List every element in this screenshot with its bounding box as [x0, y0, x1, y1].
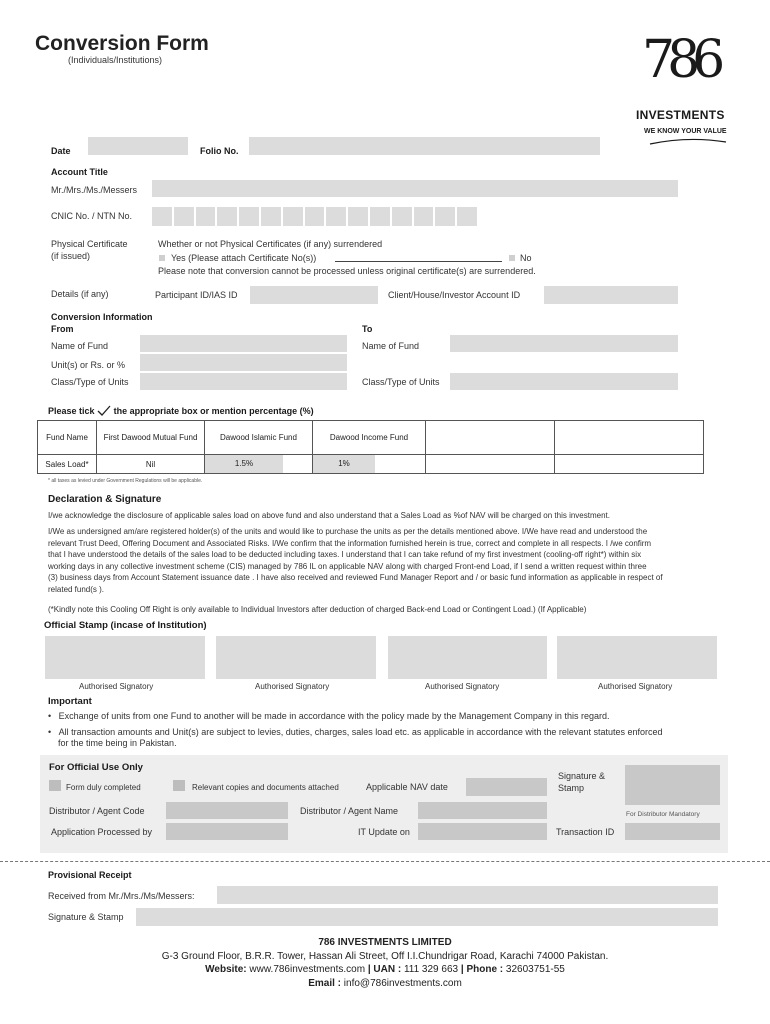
uan-label: UAN :: [373, 964, 402, 975]
cooling-off-note: (*Kindly note this Cooling Off Right is only available to Individual Investors after deduction of charged Back-end Load or Contingent Load.) (If Applicable): [48, 605, 587, 614]
company-logo: [636, 28, 736, 148]
physical-cert-sublabel: (if issued): [51, 251, 91, 261]
logo-tagline: WE KNOW YOUR VALUE: [644, 128, 727, 135]
received-from-field[interactable]: [217, 886, 718, 904]
cert-no-text: No: [520, 253, 532, 263]
logo-number: 786: [642, 30, 718, 90]
fund-cell-dawood-income[interactable]: Dawood Income Fund: [313, 421, 426, 455]
physical-cert-label: Physical Certificate: [51, 239, 128, 249]
declaration-line: related fund(s ).: [48, 584, 105, 594]
footer-email: [0, 977, 770, 991]
client-account-field[interactable]: [544, 286, 678, 304]
to-fund-name-label: Name of Fund: [362, 341, 420, 351]
declaration-line: working days in any collective investment scheme (CIS) managed by 786 IL on applicable NAV along with charged Front-end Load, if I send a written request within three: [48, 561, 647, 571]
official-use-heading: For Official Use Only: [49, 762, 143, 773]
footer: [0, 936, 770, 990]
sales-load-dawood-income: [313, 455, 426, 474]
table-row: [38, 455, 704, 474]
bullet-2-text: All transaction amounts and Unit(s) are subject to levies, duties, charges, sales load etc. as applicable in accordance with the relevant statutes enforced: [58, 727, 663, 737]
distributor-code-field[interactable]: [166, 802, 288, 819]
cnic-digit-box[interactable]: [348, 207, 368, 226]
fund-cell-dawood-islamic[interactable]: Dawood Islamic Fund: [205, 421, 313, 455]
footer-contact: Website: www.786investments.com | UAN : 111 329 663 | Phone : 32603751-55: [205, 964, 565, 975]
form-completed-label: Form duly completed: [66, 783, 141, 792]
cnic-digit-box[interactable]: [392, 207, 412, 226]
receipt-signature-field[interactable]: [136, 908, 718, 926]
from-class-label: Class/Type of Units: [51, 377, 129, 387]
from-fund-name-field[interactable]: [140, 335, 347, 352]
distributor-code-label: Distributor / Agent Code: [49, 806, 145, 816]
declaration-heading: Declaration & Signature: [48, 494, 162, 505]
cert-yes-checkbox[interactable]: [159, 255, 165, 261]
form-completed-checkbox[interactable]: [49, 780, 61, 791]
sales-load-blank-1[interactable]: [426, 455, 555, 474]
cert-note: Please note that conversion cannot be processed unless original certificate(s) are surrendered.: [158, 266, 536, 276]
important-bullet-1: • Exchange of units from one Fund to another will be made in accordance with the policy made by the Management Company in this regard.: [48, 711, 610, 721]
copies-attached-checkbox[interactable]: [173, 780, 185, 791]
declaration-line: relevant Trust Deed, Offering Document and Associated Risks. I/We confirm that the information furnished herein is true, correct and complete in all respects. I /we confirm: [48, 538, 652, 548]
signature-stamp-label-2: Stamp: [558, 783, 585, 793]
authorised-signatory-2: Authorised Signatory: [255, 682, 330, 691]
logo-name: INVESTMENTS: [636, 108, 725, 122]
cnic-digit-box[interactable]: [217, 207, 237, 226]
to-fund-name-field[interactable]: [450, 335, 678, 352]
cnic-boxes[interactable]: [152, 207, 477, 226]
signature-stamp-label-1: Signature &: [558, 771, 606, 781]
signature-box-3[interactable]: [388, 636, 547, 679]
cert-number-line[interactable]: [335, 261, 502, 262]
to-label: To: [362, 324, 373, 334]
declaration-line: that I have understood the details of the sales load to be deducted including taxes. I understand that I can take refund of my first investment (cooling-off right*) within six: [48, 550, 642, 559]
from-class-field[interactable]: [140, 373, 347, 390]
cnic-digit-box[interactable]: [435, 207, 455, 226]
signature-box-2[interactable]: [216, 636, 376, 679]
sales-load-first-dawood: Nil: [97, 455, 205, 474]
from-label: From: [51, 324, 74, 334]
participant-id-label: Participant ID/IAS ID: [155, 290, 238, 300]
footer-company: 786 INVESTMENTS LIMITED: [318, 937, 452, 948]
to-class-label: Class/Type of Units: [362, 377, 440, 387]
cnic-digit-box[interactable]: [152, 207, 172, 226]
cnic-digit-box[interactable]: [283, 207, 303, 226]
copies-attached-label: Relevant copies and documents attached: [192, 783, 339, 792]
cert-question: Whether or not Physical Certificates (if any) surrendered: [158, 239, 383, 249]
folio-label: Folio No.: [200, 146, 239, 156]
fund-cell-blank-2[interactable]: [555, 421, 704, 455]
cnic-digit-box[interactable]: [196, 207, 216, 226]
cnic-digit-box[interactable]: [239, 207, 259, 226]
fund-table-footnote: * all taxes as levied under Government Regulations will be applicable.: [48, 478, 203, 484]
important-heading: Important: [48, 696, 92, 707]
units-label: Unit(s) or Rs. or %: [51, 360, 126, 370]
cnic-digit-box[interactable]: [174, 207, 194, 226]
website-link[interactable]: www.786investments.com: [249, 964, 366, 975]
participant-id-field[interactable]: [250, 286, 378, 304]
sales-load-dawood-islamic: [205, 455, 313, 474]
authorised-signatory-4: Authorised Signatory: [598, 682, 673, 691]
nav-date-field[interactable]: [466, 778, 547, 796]
transaction-id-field[interactable]: [625, 823, 720, 840]
email-link[interactable]: info@786investments.com: [343, 977, 462, 989]
signature-box-1[interactable]: [45, 636, 205, 679]
to-class-field[interactable]: [450, 373, 678, 390]
date-label: Date: [51, 146, 71, 156]
fund-name-header: Fund Name: [38, 421, 97, 455]
phone-label: Phone :: [466, 964, 504, 975]
date-field[interactable]: [88, 137, 188, 155]
distributor-name-field[interactable]: [418, 802, 547, 819]
sales-load-islamic-value: 1.5%: [205, 455, 283, 473]
important-bullet-2-cont: for the time being in Pakistan.: [58, 738, 177, 748]
email-label: Email :: [308, 977, 342, 989]
folio-field[interactable]: [249, 137, 600, 155]
conversion-info-label: Conversion Information: [51, 312, 153, 322]
cert-yes-text: Yes (Please attach Certificate No(s)): [171, 253, 317, 263]
processed-by-field[interactable]: [166, 823, 288, 840]
sales-load-income-value: 1%: [313, 455, 375, 473]
units-field[interactable]: [140, 354, 347, 371]
authorised-signatory-3: Authorised Signatory: [425, 682, 500, 691]
processed-by-label: Application Processed by: [51, 827, 153, 837]
fund-cell-first-dawood[interactable]: First Dawood Mutual Fund: [97, 421, 205, 455]
cnic-label: CNIC No. / NTN No.: [51, 211, 133, 221]
account-title-label: Account Title: [51, 167, 108, 177]
tick-instruction-post: the appropriate box or mention percentage (%): [113, 406, 314, 416]
uan-number: 111 329 663: [403, 964, 459, 975]
signature-stamp-box[interactable]: [625, 765, 720, 805]
sales-load-blank-2[interactable]: [555, 455, 704, 474]
cnic-digit-box[interactable]: [414, 207, 434, 226]
nav-date-label: Applicable NAV date: [366, 782, 448, 792]
tick-instruction-pre: Please tick: [48, 406, 95, 416]
it-update-label: IT Update on: [358, 827, 410, 837]
fund-selection-table: [37, 420, 704, 474]
important-bullet-2: • All transaction amounts and Unit(s) are subject to levies, duties, charges, sales load etc. as applicable in accordance with the relevant statutes enforced: [48, 727, 663, 737]
checkmark-icon: [97, 405, 111, 416]
cnic-digit-box[interactable]: [261, 207, 281, 226]
footer-address: G-3 Ground Floor, B.R.R. Tower, Hassan Ali Street, Off I.I.Chundrigar Road, Karachi 74000 Pakistan.: [161, 950, 609, 962]
sales-load-header: Sales Load*: [38, 455, 97, 474]
phone-number: 32603751-55: [505, 964, 565, 975]
transaction-id-label: Transaction ID: [556, 827, 615, 837]
name-field[interactable]: [152, 180, 678, 197]
declaration-line: (3) business days from Account Statement issuance date . I have also received and reviewed Fund Manager Report and / or basic fund information as applicable in respect of: [48, 573, 663, 582]
cert-no-checkbox[interactable]: [509, 255, 515, 261]
bullet-1-text: Exchange of units from one Fund to another will be made in accordance with the policy made by the Management Company in this regard.: [58, 711, 610, 721]
details-label: Details (if any): [51, 289, 109, 299]
cnic-digit-box[interactable]: [457, 207, 477, 226]
tick-instruction: [48, 405, 314, 417]
authorised-signatory-1: Authorised Signatory: [79, 682, 154, 691]
form-subtitle: (Individuals/Institutions): [68, 55, 163, 65]
receipt-heading: Provisional Receipt: [48, 870, 132, 880]
official-stamp-heading: Official Stamp (incase of Institution): [44, 620, 207, 631]
declaration-para1: I/we acknowledge the disclosure of applicable sales load on above fund and also understand that a Sales Load as %of NAV will be charged on this investment.: [48, 511, 610, 520]
distributor-mandatory-note: For Distributor Mandatory: [626, 811, 700, 818]
receipt-signature-label: Signature & Stamp: [48, 912, 124, 922]
declaration-para2: [48, 526, 663, 595]
cnic-digit-box[interactable]: [326, 207, 346, 226]
distributor-name-label: Distributor / Agent Name: [300, 806, 399, 816]
from-fund-name-label: Name of Fund: [51, 341, 109, 351]
received-from-label: Received from Mr./Mrs./Ms/Messers:: [48, 891, 195, 901]
table-row: [38, 421, 704, 455]
cnic-digit-box[interactable]: [370, 207, 390, 226]
cnic-digit-box[interactable]: [305, 207, 325, 226]
it-update-field[interactable]: [418, 823, 547, 840]
logo-swoosh-icon: [648, 138, 728, 146]
cut-line-divider: [0, 861, 770, 862]
signature-box-4[interactable]: [557, 636, 717, 679]
website-label: Website:: [205, 964, 247, 975]
form-title: Conversion Form: [35, 32, 209, 55]
fund-cell-blank-1[interactable]: [426, 421, 555, 455]
client-account-label: Client/House/Investor Account ID: [388, 290, 521, 300]
name-label: Mr./Mrs./Ms./Messers: [51, 185, 137, 195]
declaration-line: I/We as undersigned am/are registered holder(s) of the units and would like to purchase the units as per the details mentioned above. I/We have read and understood the: [48, 527, 648, 536]
